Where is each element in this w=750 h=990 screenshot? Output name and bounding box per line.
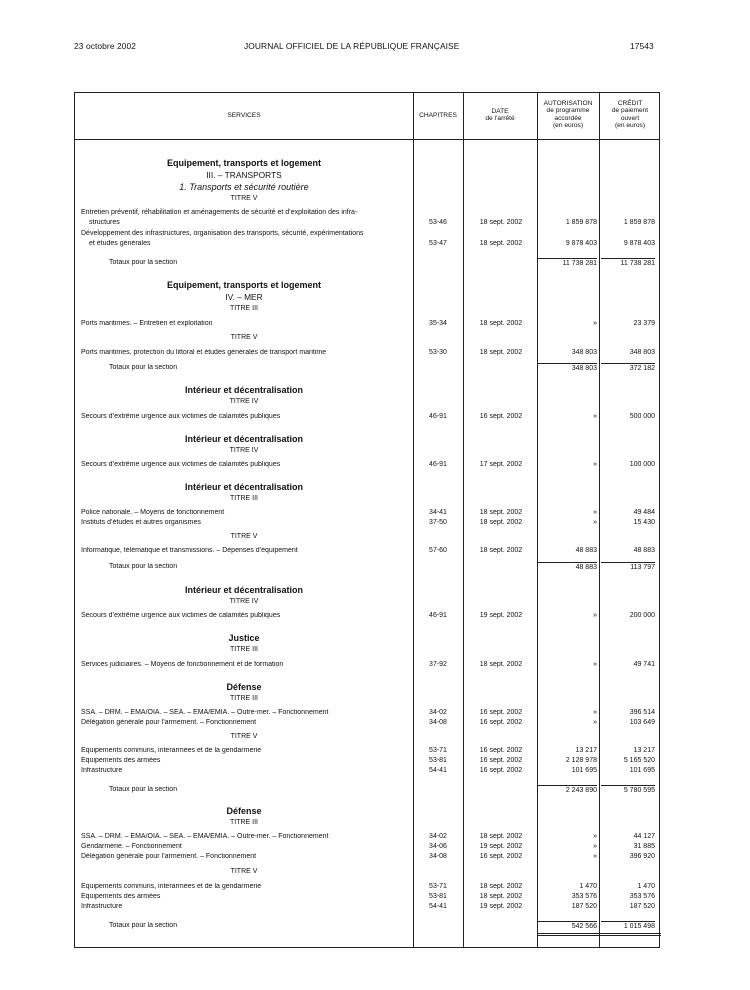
section-title: Défense <box>226 682 262 692</box>
table-row: Gendarmerie. – Fonctionnement 34-06 19 sept. 2002 » 31 885 <box>81 843 655 850</box>
section-title: Intérieur et décentralisation <box>184 585 304 595</box>
titre-heading: TITRE V <box>230 733 258 740</box>
column-header-chapitres: CHAPITRES <box>419 112 457 119</box>
section-title: Equipement, transports et logement <box>166 280 322 290</box>
totals-row: Totaux pour la section 48 883 113 797 <box>109 563 655 571</box>
table-row: Secours d’extrême urgence aux victimes de calamités publiques 46-91 19 sept. 2002 » 200 000 <box>81 612 655 619</box>
section-title: Défense <box>226 806 262 816</box>
table-row: Equipements des armées 53-81 16 sept. 2002 2 128 978 5 165 520 <box>81 757 655 764</box>
section-subtitle: IV. – MER <box>225 292 263 302</box>
table-closing-rule <box>537 933 661 936</box>
section-title: Intérieur et décentralisation <box>184 434 304 444</box>
titre-heading: TITRE IV <box>229 598 259 605</box>
totals-row: Totaux pour la section 2 243 890 5 780 595 <box>109 786 655 794</box>
section-title: Equipement, transports et logement <box>166 158 322 168</box>
titre-heading: TITRE V <box>230 334 258 341</box>
table-row: et études générales 53-47 18 sept. 2002 9 878 403 9 878 403 <box>89 240 655 247</box>
header-date: 23 octobre 2002 <box>74 41 137 51</box>
table-row: Equipements communs, interarmées et de la gendarmerie 53-71 16 sept. 2002 13 217 13 217 <box>81 747 655 754</box>
table-row: Instituts d’études et autres organismes 37-50 18 sept. 2002 » 15 430 <box>81 519 655 526</box>
table-row: structures 53-46 18 sept. 2002 1 859 878 1 859 878 <box>89 219 655 226</box>
column-header-date: DATE de l’arrêté <box>485 108 515 123</box>
table-row: SSA. – DRM. – EMA/OIA. – SEA. – EMA/EMIA. – Outre-mer. – Fonctionnement 34-02 18 sept. 2002 » 44 127 <box>81 833 655 840</box>
credits-table <box>74 92 660 948</box>
table-row: Infrastructure 54-41 19 sept. 2002 187 520 187 520 <box>81 903 655 910</box>
titre-heading: TITRE III <box>230 819 258 826</box>
titre-heading: TITRE III <box>230 305 258 312</box>
table-row: Ports maritimes, protection du littoral et études générales de transport maritime 53-30 18 sept. 2002 348 803 348 803 <box>81 349 655 356</box>
titre-heading: TITRE V <box>230 868 258 875</box>
totals-row: Totaux pour la section 11 738 281 11 738 281 <box>109 259 655 267</box>
titre-heading: TITRE IV <box>229 398 259 405</box>
table-row: Informatique, télématique et transmissions. – Dépenses d’équipement 57-60 18 sept. 2002 48 883 48 883 <box>81 547 655 554</box>
table-row: Entretien préventif, réhabilitation et aménagements de sécurité et d’exploitation des infra- <box>75 209 659 221</box>
table-row: SSA. – DRM. – EMA/OIA. – SEA. – EMA/EMIA. – Outre-mer. – Fonctionnement 34-02 16 sept. 2002 » 396 514 <box>81 709 655 716</box>
column-header-autorisation: AUTORISATION de programme accordée (en euros) <box>543 100 593 129</box>
totals-row: Totaux pour la section 348 803 372 182 <box>109 364 655 372</box>
column-header-services: SERVICES <box>227 112 261 119</box>
table-row: Délégation générale pour l’armement. – Fonctionnement 34-08 16 sept. 2002 » 103 649 <box>81 719 655 726</box>
titre-heading: TITRE V <box>230 533 258 540</box>
table-row: Délégation générale pour l’armement. – Fonctionnement 34-08 16 sept. 2002 » 396 920 <box>81 853 655 860</box>
section-title: Intérieur et décentralisation <box>184 482 304 492</box>
column-header-credit: CRÉDIT de paiement ouvert (en euros) <box>611 100 649 129</box>
totals-row: Totaux pour la section 542 566 1 015 498 <box>109 922 655 930</box>
titre-heading: TITRE IV <box>229 447 259 454</box>
section-subsubtitle: 1. Transports et sécurité routière <box>179 182 309 192</box>
titre-heading: TITRE III <box>230 695 258 702</box>
section-title: Justice <box>228 633 260 643</box>
table-row: Développement des infrastructures, organisation des transports, sécurité, expérimentations <box>75 230 659 242</box>
section-subtitle: III. – TRANSPORTS <box>206 170 282 180</box>
table-row: Secours d’extrême urgence aux victimes de calamités publiques 46-91 16 sept. 2002 » 500 000 <box>81 413 655 420</box>
header-page-number: 17543 <box>630 41 654 51</box>
titre-heading: TITRE V <box>230 195 258 202</box>
table-row: Equipements des armées 53-81 18 sept. 2002 353 576 353 576 <box>81 893 655 900</box>
titre-heading: TITRE III <box>230 646 258 653</box>
titre-heading: TITRE III <box>230 495 258 502</box>
table-row: Services judiciaires. – Moyens de fonctionnement et de formation 37-92 18 sept. 2002 » 49 741 <box>81 661 655 668</box>
section-title: Intérieur et décentralisation <box>184 385 304 395</box>
table-row: Infrastructure 54-41 16 sept. 2002 101 695 101 695 <box>81 767 655 774</box>
table-row: Police nationale. – Moyens de fonctionnement 34-41 18 sept. 2002 » 49 484 <box>81 509 655 516</box>
table-row: Ports maritimes. – Entretien et exploitation 35-34 18 sept. 2002 » 23 379 <box>81 320 655 327</box>
table-row: Equipements communs, interarmées et de la gendarmerie 53-71 18 sept. 2002 1 470 1 470 <box>81 883 655 890</box>
header-journal-title: JOURNAL OFFICIEL DE LA RÉPUBLIQUE FRANÇAISE <box>244 41 460 51</box>
table-row: Secours d’extrême urgence aux victimes de calamités publiques 46-91 17 sept. 2002 » 100 000 <box>81 461 655 468</box>
